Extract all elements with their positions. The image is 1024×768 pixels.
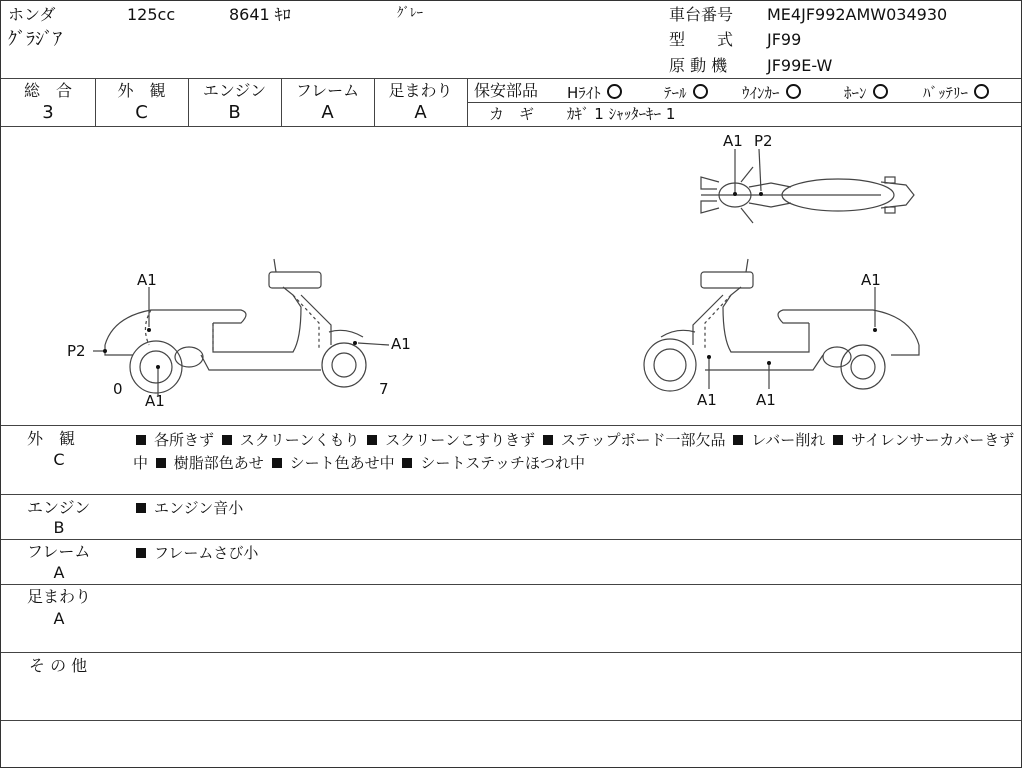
remarks-other-label: そ の 他	[29, 656, 88, 675]
remarks-frame-grade: A	[53, 563, 65, 582]
divider	[1, 78, 1021, 79]
damage-label: A1	[137, 271, 157, 289]
remarks-engine-grade: B	[53, 518, 65, 537]
ok-circle-icon	[607, 84, 622, 99]
damage-label: A1	[756, 391, 776, 409]
frame-score: A	[321, 102, 334, 123]
body-color: ｸﾞﾚｰ	[397, 6, 423, 21]
scooter-top-view	[701, 149, 914, 223]
engine-model-label: 原 動 機	[669, 56, 728, 75]
damage-label: A1	[861, 271, 881, 289]
ok-circle-icon	[786, 84, 801, 99]
remarks-frame-notes: フレームさび小	[133, 542, 258, 565]
suspension-score: A	[414, 102, 427, 123]
mileage: 8641 ｷﾛ	[229, 5, 291, 24]
safety-item: ﾎｰﾝ	[844, 84, 888, 101]
damage-label: P2	[754, 132, 773, 150]
bullet-square-icon	[136, 548, 146, 558]
overall-label: 総 合	[23, 81, 72, 100]
safety-item: ﾃｰﾙ	[664, 84, 708, 101]
engine-model: JF99E-W	[767, 56, 833, 75]
bullet-square-icon	[833, 435, 843, 445]
bullet-square-icon	[733, 435, 743, 445]
exterior-score: C	[135, 102, 148, 123]
damage-label: P2	[67, 342, 86, 360]
bullet-square-icon	[136, 503, 146, 513]
model-name: ｸﾞﾗｼﾞｱ	[8, 29, 62, 50]
overall-score: 3	[42, 102, 54, 123]
remarks-engine-label: エンジン	[27, 498, 91, 517]
damage-label: A1	[697, 391, 717, 409]
maker: ホンダ	[8, 5, 56, 24]
damage-label: 7	[379, 380, 389, 398]
frame-no-label: 車台番号	[669, 5, 734, 24]
type-label: 型 式	[669, 30, 734, 49]
bullet-square-icon	[367, 435, 377, 445]
key-label: カ ギ	[489, 105, 535, 123]
damage-label: A1	[391, 335, 411, 353]
engine-score: B	[228, 102, 241, 123]
bullet-square-icon	[222, 435, 232, 445]
frame-no: ME4JF992AMW034930	[767, 5, 948, 24]
remarks-suspension-label: 足まわり	[27, 587, 92, 606]
bullet-square-icon	[402, 458, 412, 468]
damage-label: A1	[723, 132, 743, 150]
ok-circle-icon	[693, 84, 708, 99]
ok-circle-icon	[974, 84, 989, 99]
ok-circle-icon	[873, 84, 888, 99]
safety-item: Hﾗｲﾄ	[567, 84, 622, 101]
safety-title: 保安部品	[474, 81, 539, 100]
remarks-exterior-notes: 各所きず スクリーンくもり スクリーンこすりきず ステップボード一部欠品 レバー削れ サイレンサーカバーきず中 樹脂部色あせ シート色あせ中 シートステッチほつれ中	[133, 431, 1015, 472]
remarks-engine-notes: エンジン音小	[133, 497, 243, 520]
bullet-square-icon	[156, 458, 166, 468]
exterior-label: 外 観	[117, 81, 166, 100]
bullet-square-icon	[136, 435, 146, 445]
remarks-exterior-label: 外 観	[27, 429, 76, 448]
displacement: 125cc	[127, 5, 176, 24]
damage-label: 0	[113, 380, 123, 398]
frame-label: フレーム	[295, 81, 360, 100]
engine-label: エンジン	[202, 81, 267, 100]
damage-label: A1	[145, 392, 165, 410]
remarks-suspension-grade: A	[53, 609, 65, 628]
type-value: JF99	[767, 30, 802, 49]
key-value: ｶｷﾞ 1 ｼｬｯﾀｰｷｰ 1	[567, 105, 676, 123]
bullet-square-icon	[543, 435, 553, 445]
bullet-square-icon	[272, 458, 282, 468]
suspension-label: 足まわり	[388, 81, 453, 100]
remarks-frame-label: フレーム	[27, 542, 91, 561]
safety-item: ｳｲﾝｶｰ	[742, 84, 801, 101]
safety-item: ﾊﾞｯﾃﾘｰ	[923, 84, 989, 101]
remarks-exterior-grade: C	[53, 450, 65, 469]
